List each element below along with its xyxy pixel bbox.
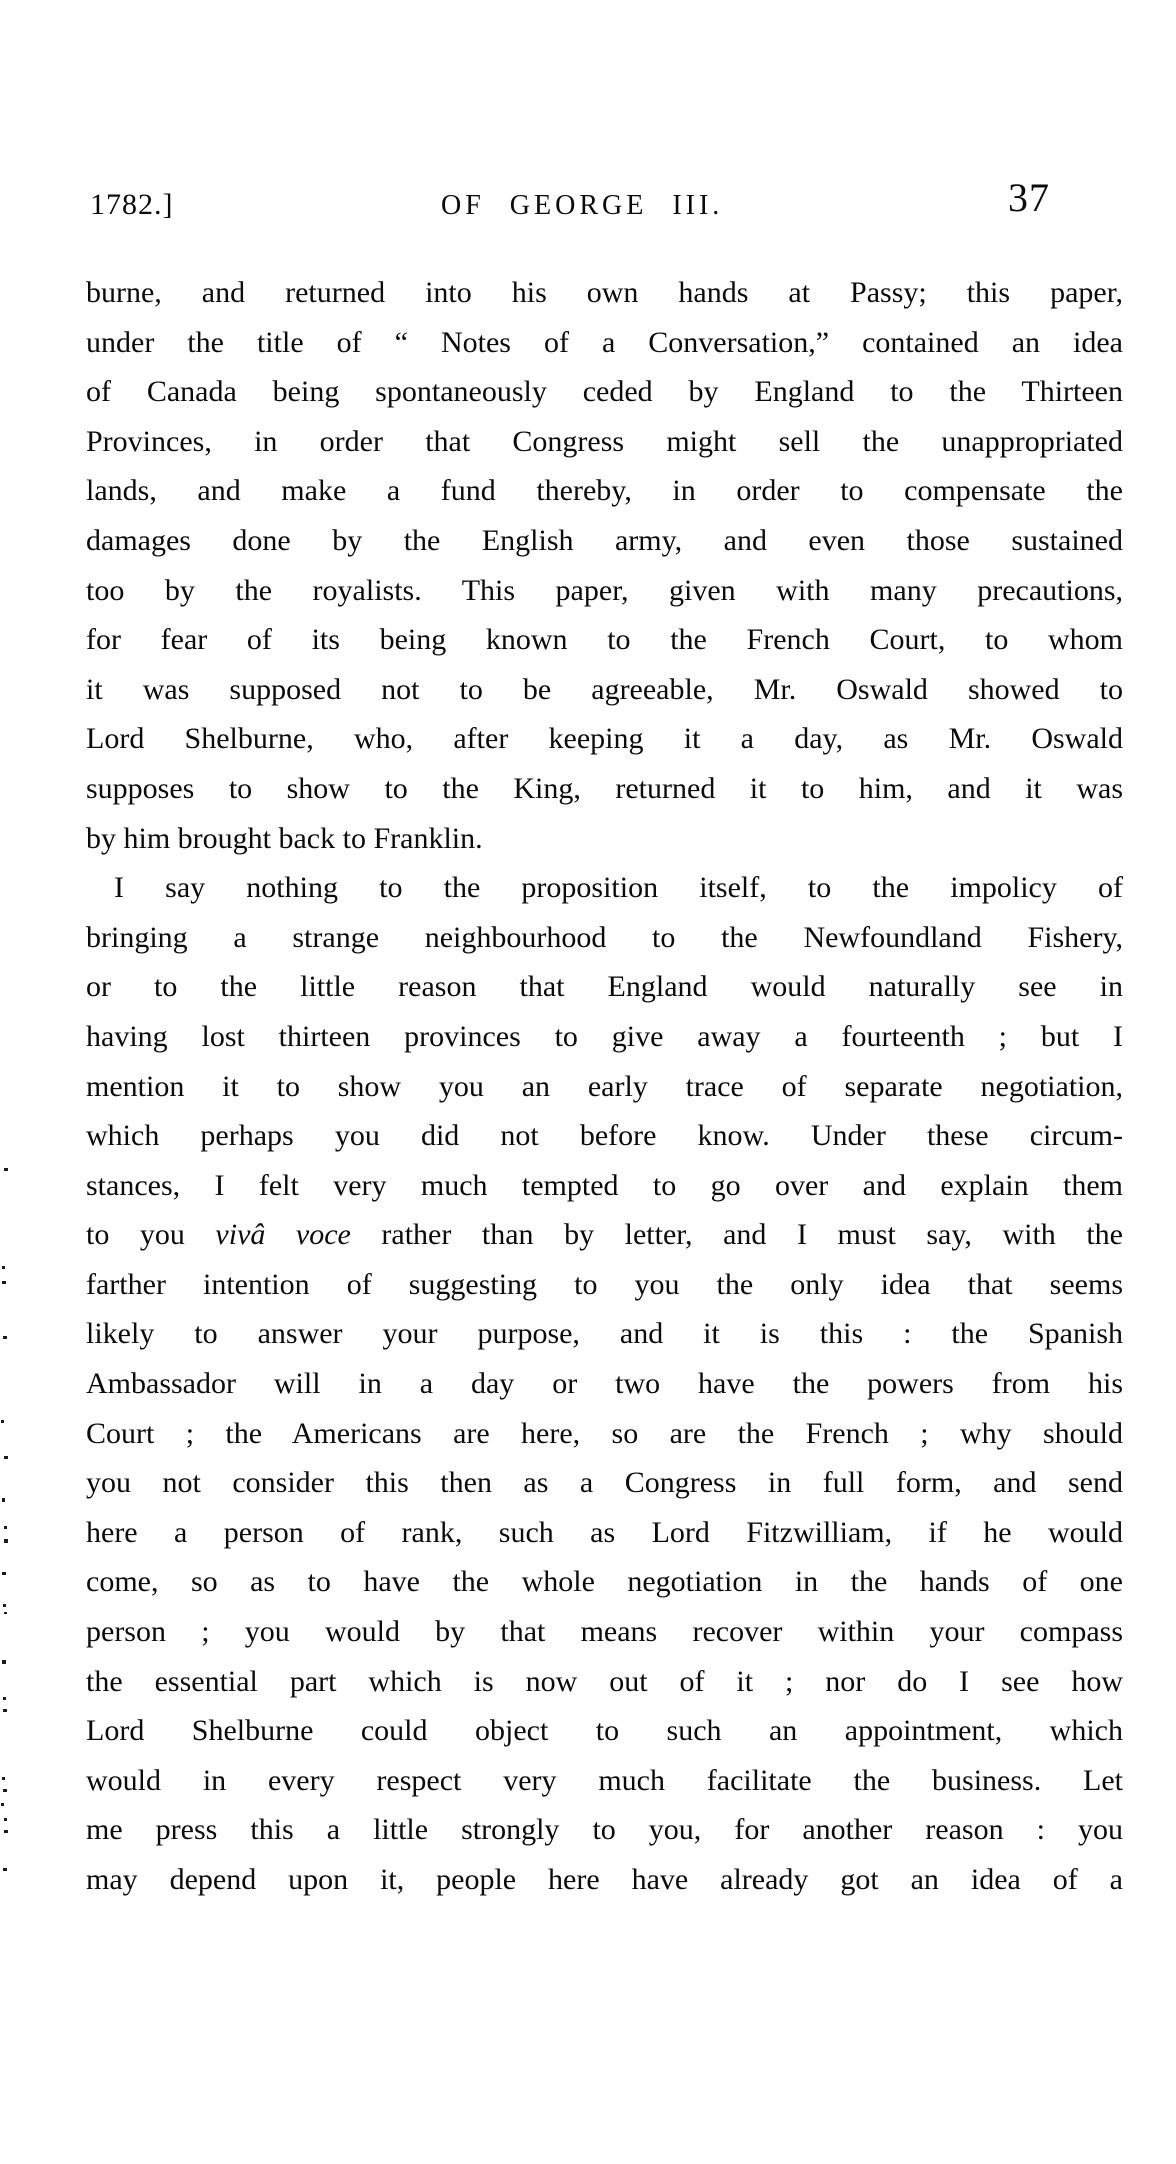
text-line: by him brought back to Franklin. [86,821,483,855]
scan-speck [3,1789,7,1792]
page-header [86,175,1123,234]
text-line: which perhaps you did not before know. Under these circum- [86,1119,1123,1153]
text-line: to you vivâ voce rather than by letter, and I must say, with the [86,1218,1123,1252]
page-year-marker: 1782.] [90,188,174,221]
text-line: of Canada being spontaneously ceded by England to the Thirteen [86,375,1123,409]
scan-speck [1,1803,4,1806]
scan-speck [2,1498,5,1502]
text-line: person ; you would by that means recover within your compass [86,1615,1123,1649]
scan-speck [4,1830,8,1833]
scan-speck [4,1818,7,1821]
text-line: Lord Shelburne, who, after keeping it a day, as Mr. Oswald [86,722,1123,756]
scan-speck [1,1420,4,1423]
scan-speck [2,1572,6,1575]
text-line: may depend upon it, people here have already got an idea of a [86,1863,1123,1896]
text-line: supposes to show to the King, returned it to him, and it was [86,771,1123,805]
text-line: would in every respect very much facilitate the business. Let [86,1763,1123,1797]
text-line: Court ; the Americans are here, so are the French ; why should [86,1416,1123,1450]
text-line: Ambassador will in a day or two have the powers from his [86,1367,1123,1401]
text-line: Provinces, in order that Congress might sell the unappropriated [86,424,1123,458]
scan-speck [3,1709,7,1712]
text-line: damages done by the English army, and even those sustained [86,523,1123,557]
text-line: bringing a strange neighbourhood to the Newfoundland Fishery, [86,920,1123,954]
scan-speck [4,1612,7,1614]
text-line: the essential part which is now out of it ; nor do I see how [86,1664,1123,1698]
page-number: 37 [1008,175,1050,220]
text-line: or to the little reason that England would naturally see in [86,970,1123,1004]
text-line: likely to answer your purpose, and it is this : the Spanish [86,1317,1123,1351]
scan-speck [4,1526,7,1529]
text-line: come, so as to have the whole negotiation in the hands of one [86,1565,1123,1599]
text-line: having lost thirteen provinces to give away a fourteenth ; but I [86,1019,1123,1053]
scan-speck [3,1868,7,1871]
text-line: lands, and make a fund thereby, in order to compensate the [86,474,1123,508]
scan-speck [2,1266,5,1269]
text-line: here a person of rank, such as Lord Fitzwilliam, if he would [86,1515,1123,1549]
running-title: OF GEORGE III. [441,190,724,221]
text-line: me press this a little strongly to you, for another reason : you [86,1813,1123,1847]
text-line: for fear of its being known to the French Court, to whom [86,623,1123,657]
text-line: farther intention of suggesting to you the only idea that seems [86,1267,1123,1301]
scan-speck [4,1539,8,1543]
text-line: burne, and returned into his own hands at Passy; this paper, [86,276,1123,309]
text-line: under the title of “ Notes of a Conversation,” contained an idea [86,325,1123,359]
text-line: mention it to show you an early trace of separate negotiation, [86,1069,1123,1103]
scan-speck [2,1660,6,1664]
scan-speck [2,1281,6,1284]
scan-speck [4,1456,8,1459]
scan-speck [3,1697,6,1700]
scan-speck [3,1604,6,1607]
scan-speck [3,1336,7,1339]
text-line: it was supposed not to be agreeable, Mr. Oswald showed to [86,672,1123,706]
scan-speck [2,1777,5,1780]
text-line: stances, I felt very much tempted to go over and explain them [86,1168,1123,1202]
page-body [86,268,1123,1905]
scan-speck [4,1168,8,1171]
text-line: I say nothing to the proposition itself, to the impolicy of [114,871,1123,905]
text-line: Lord Shelburne could object to such an appointment, which [86,1714,1123,1748]
text-line: you not consider this then as a Congress in full form, and send [86,1466,1123,1500]
text-line: too by the royalists. This paper, given with many precautions, [86,573,1123,607]
